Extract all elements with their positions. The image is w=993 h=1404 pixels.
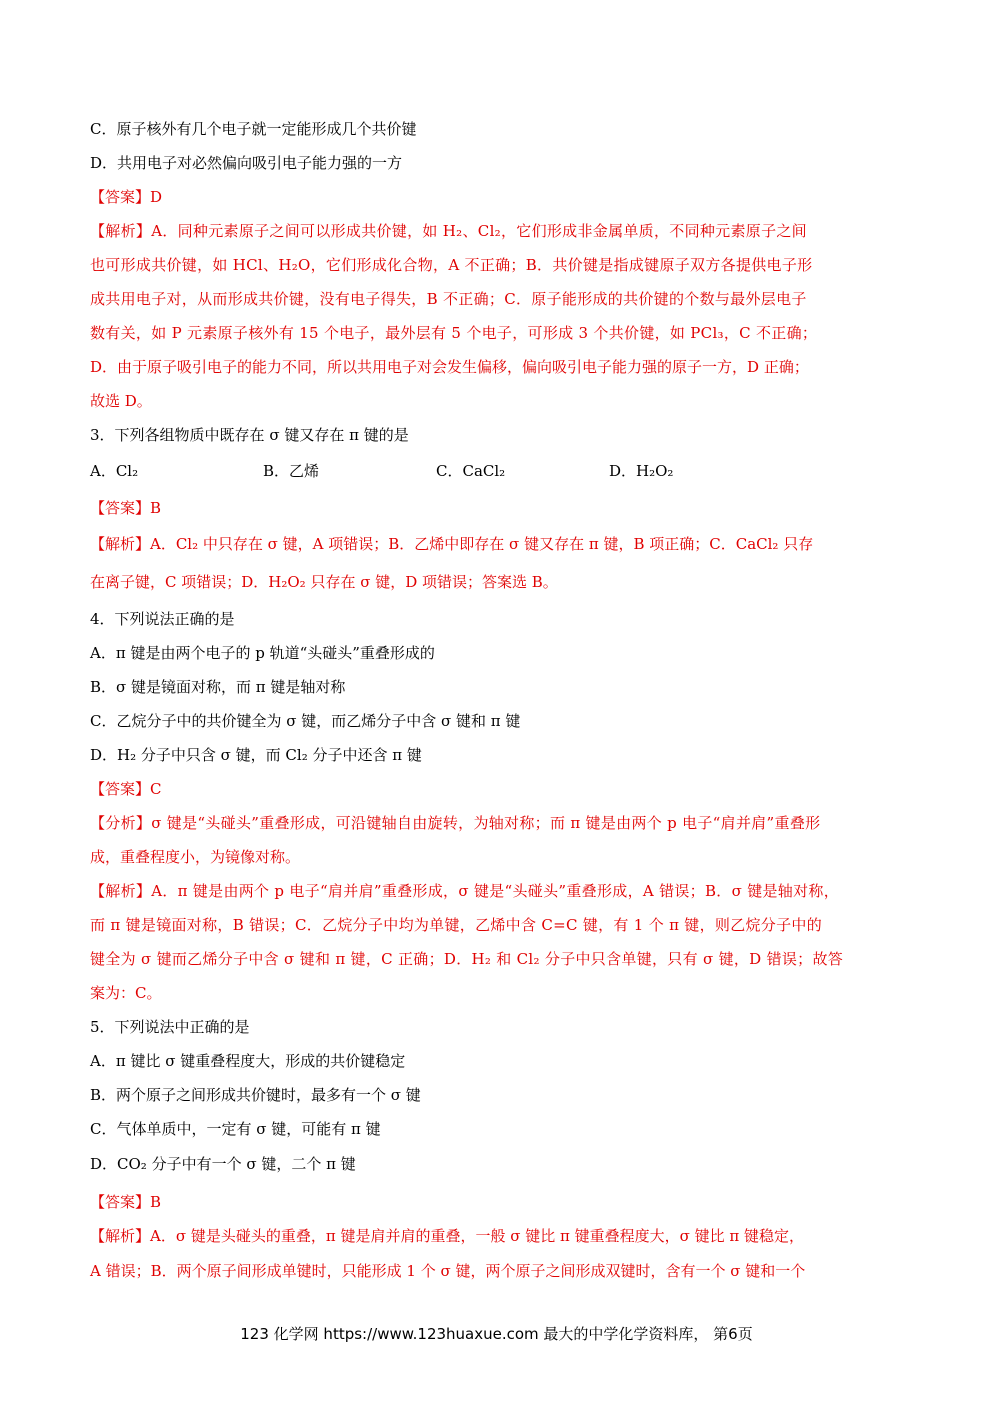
q4-explanation-line-3: 键全为 σ 键而乙烯分子中含 σ 键和 π 键，C 正确；D．H₂ 和 Cl₂ 分子中只含单键，只有 σ 键，D 错误；故答 bbox=[90, 950, 844, 968]
q4-explanation-line-1: 【解析】A．π 键是由两个 p 电子“肩并肩”重叠形成，σ 键是“头碰头”重叠形成，A 错误；B．σ 键是轴对称， bbox=[90, 882, 840, 900]
q3-answer: 【答案】B bbox=[90, 499, 162, 517]
q5-option-c: C．气体单质中，一定有 σ 键，可能有 π 键 bbox=[90, 1120, 381, 1138]
q4-answer: 【答案】C bbox=[90, 780, 162, 798]
q2-explanation-line-3: 成共用电子对，从而形成共价键，没有电子得失，B 不正确；C．原子能形成的共价键的个数与最外层电子 bbox=[90, 290, 807, 308]
q2-explanation-line-5: D．由于原子吸引电子的能力不同，所以共用电子对会发生偏移，偏向吸引电子能力强的原子一方，D 正确； bbox=[90, 358, 809, 376]
page-footer: 123 化学网 https://www.123huaxue.com 最大的中学化学资料库， 第6页 bbox=[240, 1325, 753, 1343]
q4-explanation-line-4: 案为：C。 bbox=[90, 984, 162, 1002]
q5-explanation-line-2: A 错误；B．两个原子间形成单键时，只能形成 1 个 σ 键，两个原子之间形成双键时，含有一个 σ 键和一个 bbox=[90, 1262, 806, 1280]
q4-analysis-line-1: 【分析】σ 键是“头碰头”重叠形成，可沿键轴自由旋转，为轴对称；而 π 键是由两个 p 电子“肩并肩”重叠形 bbox=[90, 814, 821, 832]
q3-explanation-line-1: 【解析】A．Cl₂ 中只存在 σ 键，A 项错误；B．乙烯中即存在 σ 键又存在 π 键，B 项正确；C．CaCl₂ 只存 bbox=[90, 535, 814, 553]
q3-option-b: B．乙烯 bbox=[263, 462, 320, 480]
q2-option-c: C．原子核外有几个电子就一定能形成几个共价键 bbox=[90, 120, 417, 138]
q3-option-c: C．CaCl₂ bbox=[436, 462, 506, 480]
q5-option-d: D．CO₂ 分子中有一个 σ 键，二个 π 键 bbox=[90, 1155, 356, 1173]
q4-option-a: A．π 键是由两个电子的 p 轨道“头碰头”重叠形成的 bbox=[90, 644, 435, 662]
q4-stem: 4．下列说法正确的是 bbox=[90, 610, 235, 628]
q4-explanation-line-2: 而 π 键是镜面对称，B 错误；C．乙烷分子中均为单键，乙烯中含 C=C 键，有 1 个 π 键，则乙烷分子中的 bbox=[90, 916, 822, 934]
q3-option-d: D．H₂O₂ bbox=[609, 462, 674, 480]
q4-option-d: D．H₂ 分子中只含 σ 键，而 Cl₂ 分子中还含 π 键 bbox=[90, 746, 422, 764]
q5-answer: 【答案】B bbox=[90, 1193, 162, 1211]
q3-option-a: A．Cl₂ bbox=[90, 462, 139, 480]
q4-analysis-line-2: 成，重叠程度小，为镜像对称。 bbox=[90, 848, 301, 866]
q2-explanation-line-2: 也可形成共价键，如 HCl、H₂O，它们形成化合物，A 不正确；B．共价键是指成键原子双方各提供电子形 bbox=[90, 256, 813, 274]
q2-explanation-line-1: 【解析】A．同种元素原子之间可以形成共价键，如 H₂、Cl₂，它们形成非金属单质，不同种元素原子之间 bbox=[90, 222, 807, 240]
q3-explanation-line-2: 在离子键，C 项错误；D．H₂O₂ 只存在 σ 键，D 项错误；答案选 B。 bbox=[90, 573, 558, 591]
q5-stem: 5．下列说法中正确的是 bbox=[90, 1018, 250, 1036]
q2-option-d: D．共用电子对必然偏向吸引电子能力强的一方 bbox=[90, 154, 403, 172]
q2-explanation-line-4: 数有关，如 P 元素原子核外有 15 个电子，最外层有 5 个电子，可形成 3 个共价键，如 PCl₃，C 不正确； bbox=[90, 324, 818, 342]
q4-option-b: B．σ 键是镜面对称，而 π 键是轴对称 bbox=[90, 678, 346, 696]
q3-stem: 3．下列各组物质中既存在 σ 键又存在 π 键的是 bbox=[90, 426, 409, 444]
q5-option-a: A．π 键比 σ 键重叠程度大，形成的共价键稳定 bbox=[90, 1052, 406, 1070]
q4-option-c: C．乙烷分子中的共价键全为 σ 键，而乙烯分子中含 σ 键和 π 键 bbox=[90, 712, 521, 730]
q5-option-b: B．两个原子之间形成共价键时，最多有一个 σ 键 bbox=[90, 1086, 421, 1104]
q2-answer: 【答案】D bbox=[90, 188, 163, 206]
q5-explanation-line-1: 【解析】A．σ 键是头碰头的重叠，π 键是肩并肩的重叠，一般 σ 键比 π 键重叠程度大，σ 键比 π 键稳定， bbox=[90, 1227, 805, 1245]
q2-explanation-line-6: 故选 D。 bbox=[90, 392, 152, 410]
